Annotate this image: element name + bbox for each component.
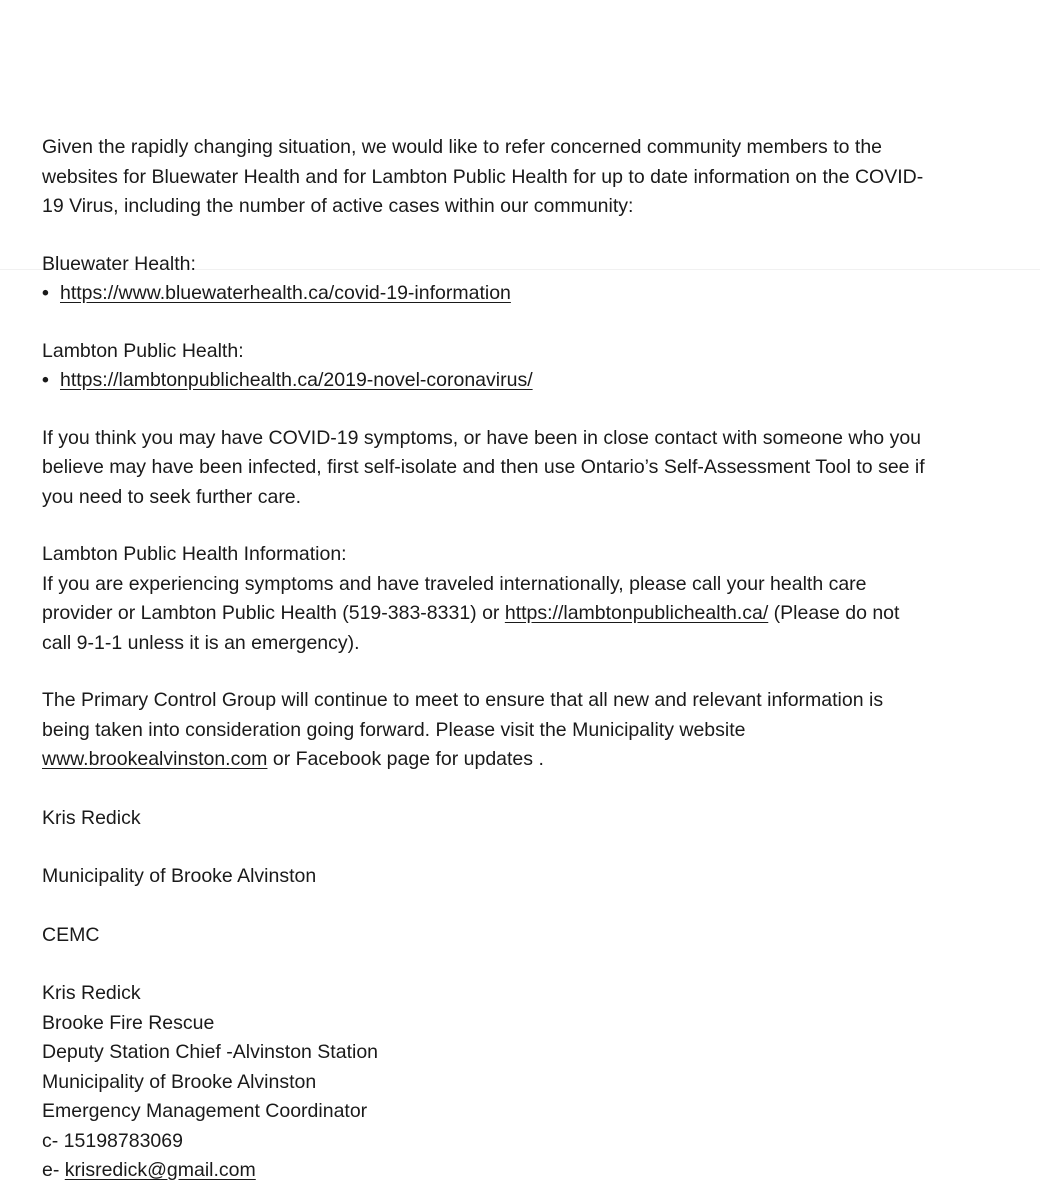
signature-cell: [42, 1127, 1017, 1157]
closing-paragraph: [42, 686, 1017, 775]
closing-line-2: being taken into consideration going forward. Please visit the Municipality website: [42, 718, 746, 741]
intro-line-2: websites for Bluewater Health and for Lambton Public Health for up to date information on the COVID-: [42, 165, 924, 188]
signoff-role: CEMC: [42, 923, 100, 946]
spacer: [42, 512, 1017, 540]
info-heading: Lambton Public Health Information:: [42, 543, 347, 565]
signature-org: Municipality of Brooke Alvinston: [42, 1070, 317, 1093]
bluewater-link[interactable]: https://www.bluewaterhealth.ca/covid-19-information: [60, 282, 511, 304]
lambton-section: [42, 337, 1017, 396]
spacer: [42, 658, 1017, 686]
spacer: [42, 396, 1017, 424]
spacer: [42, 950, 1017, 979]
closing-line-1: The Primary Control Group will continue to meet to ensure that all new and relevant information is: [42, 689, 884, 711]
symptoms-paragraph: [42, 424, 1017, 513]
signature-position: Emergency Management Coordinator: [42, 1100, 368, 1122]
symptoms-line-3: you need to seek further care.: [42, 485, 302, 508]
bullet-icon: •: [42, 369, 49, 391]
spacer: [42, 775, 1017, 804]
spacer: [42, 309, 1017, 337]
bluewater-link-item: [42, 279, 1017, 309]
info-line-2-text: provider or Lambton Public Health (519-383-8331) or: [42, 602, 505, 624]
signature-email: [42, 1156, 1017, 1186]
lambton-home-link[interactable]: https://lambtonpublichealth.ca/: [504, 602, 769, 624]
signoff-org: Municipality of Brooke Alvinston: [42, 865, 317, 887]
municipality-website-link[interactable]: www.brookealvinston.com: [42, 748, 268, 770]
intro-paragraph: [42, 133, 1017, 222]
spacer: [42, 222, 1017, 250]
letter-body: [42, 133, 1017, 1186]
email-link[interactable]: krisredick@gmail.com: [64, 1159, 256, 1181]
symptoms-line-1: If you think you may have COVID-19 symptoms, or have been in close contact with someone who you: [42, 426, 922, 449]
lambton-link-item: [42, 366, 1017, 396]
cell-label: c-: [42, 1129, 64, 1152]
info-line-2-tail: (Please do not: [768, 602, 900, 624]
spacer: [42, 892, 1017, 921]
intro-line-1: Given the rapidly changing situation, we would like to refer concerned community members to the: [42, 136, 883, 158]
bluewater-section: [42, 250, 1017, 309]
info-line-1: If you are experiencing symptoms and have traveled internationally, please call your health care: [42, 572, 867, 595]
info-line-2: [42, 599, 1017, 629]
closing-line-3-tail: or Facebook page for updates .: [267, 748, 544, 770]
symptoms-line-2: believe may have been infected, first self-isolate and then use Ontario’s Self-Assessment Tool to see if: [42, 456, 925, 478]
signature-dept: Brooke Fire Rescue: [42, 1011, 215, 1034]
info-line-3: call 9-1-1 unless it is an emergency).: [42, 631, 360, 654]
bullet-icon: •: [42, 282, 49, 304]
cell-number: 15198783069: [63, 1129, 183, 1152]
info-section: [42, 540, 1017, 658]
email-label: e-: [42, 1159, 65, 1181]
signoff-name: Kris Redick: [42, 806, 141, 829]
signature-name: Kris Redick: [42, 982, 141, 1004]
spacer: [42, 833, 1017, 862]
signature-block: [42, 979, 1017, 1186]
lambton-heading: Lambton Public Health:: [42, 339, 244, 362]
signature-title: Deputy Station Chief -Alvinston Station: [42, 1041, 379, 1063]
intro-line-3: 19 Virus, including the number of active cases within our community:: [42, 195, 634, 217]
lambton-link[interactable]: https://lambtonpublichealth.ca/2019-novel-coronavirus/: [60, 369, 533, 391]
bluewater-heading: Bluewater Health:: [42, 252, 196, 275]
closing-line-3: [42, 745, 1017, 775]
